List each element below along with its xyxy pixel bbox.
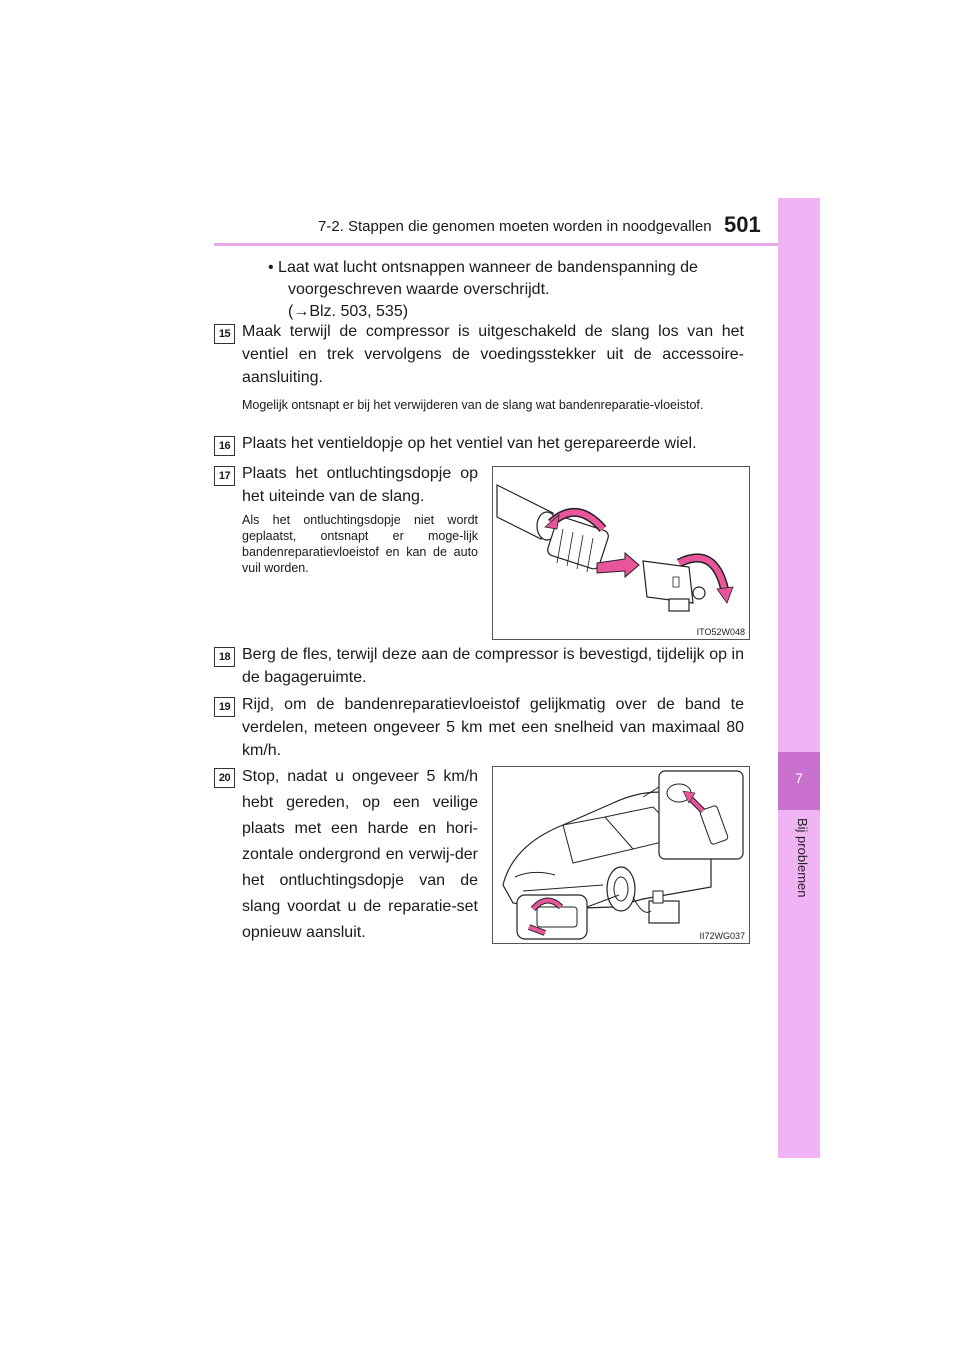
figure-vent-cap	[492, 466, 750, 640]
running-header: 7-2. Stappen die genomen moeten worden in noodgevallen	[318, 218, 712, 235]
bullet-line-3: (→Blz. 503, 535)	[288, 303, 409, 320]
bullet-line-1: • Laat wat lucht ontsnappen wanneer de bandenspanning de	[268, 259, 698, 276]
step-15-text: Maak terwijl de compressor is uitgeschakeld de slang los van het ventiel en trek vervolgens de voedingsstekker uit de accessoire-aansluiting.	[242, 323, 744, 386]
hose-cap-illustration	[493, 467, 749, 639]
step-17-text: Plaats het ontluchtingsdopje op het uiteinde van de slang.	[242, 465, 478, 505]
chapter-label: Bij problemen	[795, 818, 810, 898]
step-15-note: Mogelijk ontsnapt er bij het verwijderen van de slang wat bandenreparatie-vloeistof.	[242, 398, 704, 412]
step-19-text: Rijd, om de bandenreparatievloeistof gelijkmatig over de band te verdelen, meteen ongeveer 5 km met een snelheid van maximaal 80 km/h.	[242, 696, 744, 759]
bullet-line-2: voorgeschreven waarde overschrijdt.	[288, 281, 550, 298]
step-20-text: Stop, nadat u ongeveer 5 km/h hebt gereden, op een veilige plaats met een harde en hori-zontale ondergrond en verwij-der het ontluchtingsdopje van de slang voordat u de reparatie-set opnieuw aansluit.	[242, 768, 478, 941]
figure-code: II72WG037	[699, 931, 745, 941]
chapter-number: 7	[795, 770, 803, 786]
step-number-15: 15	[214, 324, 235, 344]
step-number-16: 16	[214, 436, 235, 456]
bullet-item	[268, 257, 744, 323]
step-16-text: Plaats het ventieldopje op het ventiel van het gerepareerde wiel.	[242, 435, 697, 452]
header-divider	[214, 243, 820, 246]
step-number-17: 17	[214, 466, 235, 486]
chapter-side-tab	[778, 198, 820, 1158]
car-illustration	[493, 767, 749, 943]
step-number-20: 20	[214, 768, 235, 788]
page-number: 501	[724, 212, 761, 237]
step-number-18: 18	[214, 647, 235, 667]
figure-car-repair-kit	[492, 766, 750, 944]
step-17-note: Als het ontluchtingsdopje niet wordt geplaatst, ontsnapt er moge-lijk bandenreparatievloeistof en kan de auto vuil worden.	[242, 513, 478, 575]
step-number-19: 19	[214, 697, 235, 717]
step-18-text: Berg de fles, terwijl deze aan de compressor is bevestigd, tijdelijk op in de bagageruimte.	[242, 646, 744, 686]
figure-code: ITO52W048	[696, 627, 745, 637]
